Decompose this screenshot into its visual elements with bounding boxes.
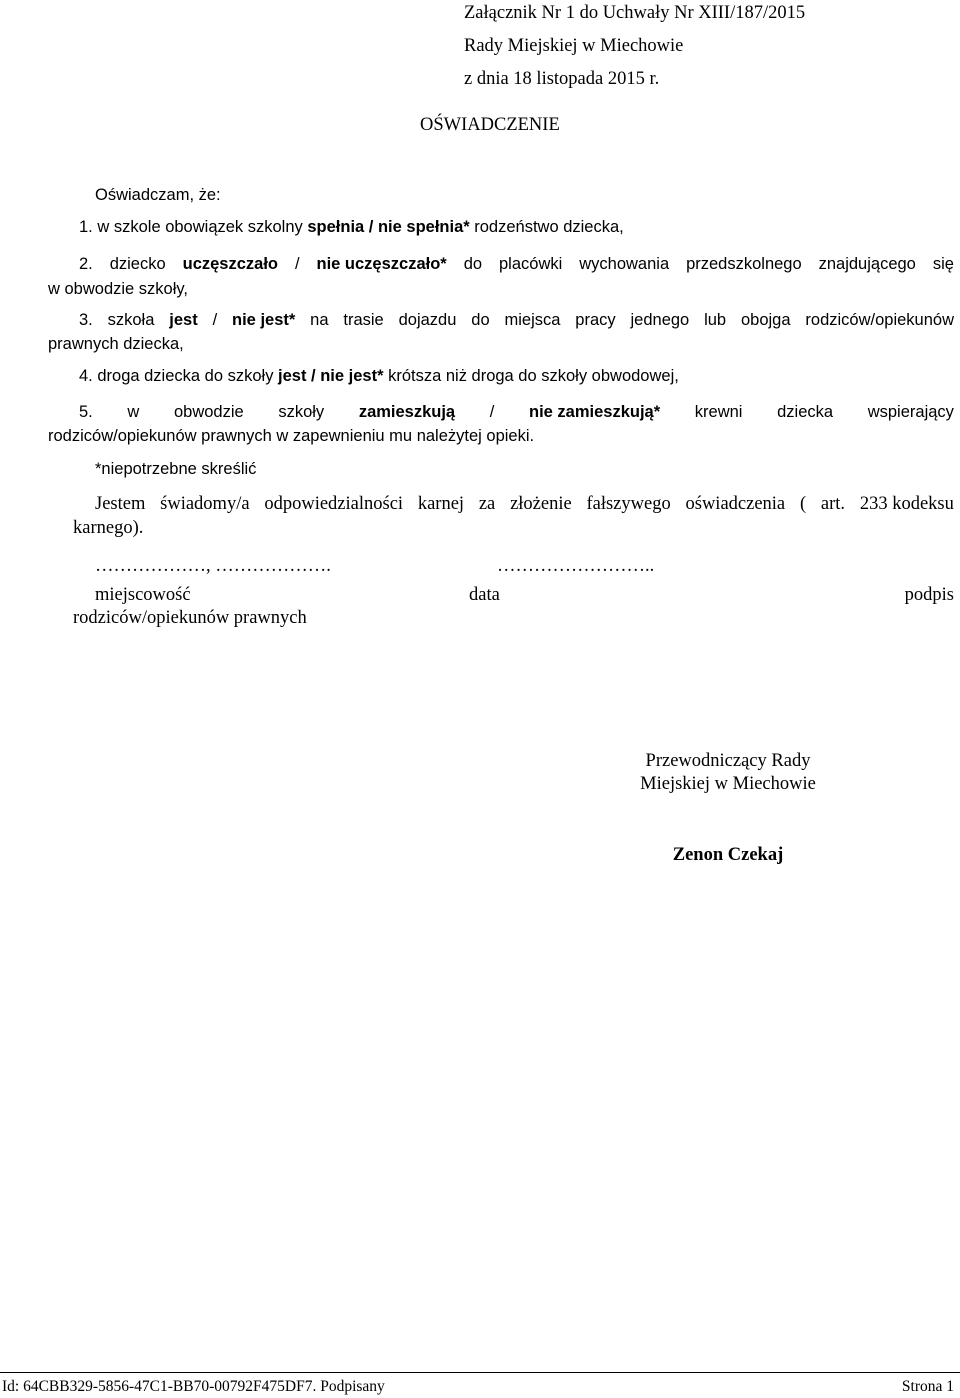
header-line-2: Rady Miejskiej w Miechowie <box>464 36 684 56</box>
list-item-3: 3. szkoła jest / nie jest* na trasie dojazdu do miejsca pracy jednego lub obojga rodziców/opiekunów <box>79 311 954 329</box>
label-sign-continuation: rodziców/opiekunów prawnych <box>73 608 307 628</box>
header-line-1: Załącznik Nr 1 do Uchwały Nr XIII/187/2015 <box>464 3 806 23</box>
header-line-3: z dnia 18 listopada 2015 r. <box>464 69 660 89</box>
label-sign: podpis <box>904 585 954 605</box>
chair-title-1: Przewodniczący Rady <box>645 751 811 771</box>
list-item-1: 1. w szkole obowiązek szkolny spełnia / nie spełnia* rodzeństwo dziecka, <box>79 218 624 236</box>
list-item-2-continuation: w obwodzie szkoły, <box>48 280 189 298</box>
place-dots: ………………, ………………. <box>95 556 331 576</box>
intro-text: Oświadczam, że: <box>95 186 221 204</box>
chair-name: Zenon Czekaj <box>672 845 784 865</box>
list-item-3-continuation: prawnych dziecka, <box>48 335 184 353</box>
footnote: *niepotrzebne skreślić <box>95 460 257 478</box>
label-date: data <box>469 585 500 605</box>
list-item-5: 5. w obwodzie szkoły zamieszkują / nie zamieszkują* krewni dziecka wspierający <box>79 403 954 421</box>
declaration-continuation: karnego). <box>73 518 144 538</box>
footer-document-id: Id: 64CBB329-5856-47C1-BB70-00792F475DF7. Podpisany <box>2 1378 385 1395</box>
list-item-5-continuation: rodziców/opiekunów prawnych w zapewnieniu mu należytej opieki. <box>48 427 535 445</box>
footer-page-number: Strona 1 <box>901 1378 954 1395</box>
declaration-line: Jestem świadomy/a odpowiedzialności karnej za złożenie fałszywego oświadczenia ( art. 233 kodeksu <box>95 494 954 514</box>
chair-title-2: Miejskiej w Miechowie <box>640 774 816 794</box>
footer-divider <box>0 1372 960 1373</box>
list-item-2: 2. dziecko uczęszczało / nie uczęszczało* do placówki wychowania przedszkolnego znajdującego się <box>79 255 954 273</box>
document-title: OŚWIADCZENIE <box>420 115 560 135</box>
item-number: 1. <box>79 218 93 236</box>
list-item-4: 4. droga dziecka do szkoły jest / nie jest* krótsza niż droga do szkoły obwodowej, <box>79 367 679 385</box>
label-place: miejscowość <box>95 585 191 605</box>
date-dots: …………………….. <box>497 556 655 576</box>
